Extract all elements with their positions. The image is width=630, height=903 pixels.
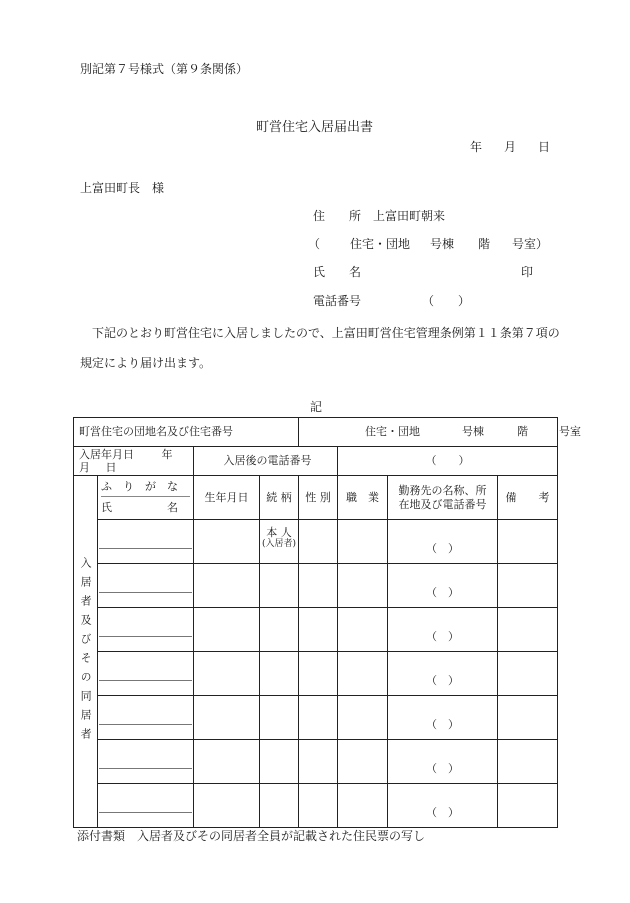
housing-value-cell[interactable]: [299, 418, 581, 447]
work-cell[interactable]: [388, 608, 498, 652]
sex-cell[interactable]: [299, 608, 338, 652]
housing-floor: 階: [517, 425, 528, 438]
work-paren: （ ）: [426, 805, 459, 819]
job-cell[interactable]: [338, 784, 388, 828]
phone-after-label-cell: [194, 447, 338, 476]
housing-building: 号棟: [462, 425, 484, 438]
col-job: 職 業: [338, 476, 388, 520]
housing-type: 住宅・団地: [365, 425, 420, 438]
sex-cell[interactable]: [299, 652, 338, 696]
move-in-day: 日: [105, 461, 117, 474]
applicant-unit-room: 号室）: [512, 237, 549, 251]
work-paren: （ ）: [426, 629, 459, 643]
work-paren: （ ）: [426, 585, 459, 599]
table-row: [74, 608, 558, 652]
attachment-note: 添付書類 入居者及びその同居者全員が記載された住民票の写し: [77, 829, 426, 843]
form-title: 町営住宅入居届出書: [256, 120, 374, 135]
self-sub: (入居者): [261, 539, 297, 550]
date-year-label: 年: [470, 140, 483, 154]
work-paren: （ ）: [426, 541, 459, 555]
sex-cell[interactable]: [299, 520, 338, 564]
seal-mark: 印: [521, 265, 534, 279]
applicant-unit-building: 号棟: [430, 237, 455, 251]
body-text-line-1: 下記のとおり町営住宅に入居しましたので、上富田町営住宅管理条例第１１条第７項の: [92, 326, 560, 340]
self-label: 本 人: [266, 526, 292, 539]
remarks-cell[interactable]: [498, 564, 558, 608]
table-row: [74, 740, 558, 784]
sex-cell[interactable]: [299, 784, 338, 828]
work-paren: （ ）: [426, 673, 459, 687]
table-row: [74, 784, 558, 828]
birth-cell[interactable]: [194, 564, 260, 608]
occupants-label-cell: [74, 476, 98, 828]
table-header-row: [74, 476, 558, 520]
relation-cell[interactable]: [260, 564, 299, 608]
move-in-date-cell[interactable]: [74, 447, 194, 476]
addressee: 上富田町長 様: [80, 181, 165, 195]
date-day-label: 日: [538, 140, 551, 154]
col-remarks: 備 考: [498, 476, 558, 520]
birth-cell[interactable]: [194, 608, 260, 652]
work-paren: （ ）: [426, 761, 459, 775]
sex-cell[interactable]: [299, 564, 338, 608]
table-row: [74, 696, 558, 740]
name-cell[interactable]: [98, 564, 194, 608]
col-work: [388, 476, 498, 520]
work-cell[interactable]: [388, 696, 498, 740]
name-cell[interactable]: [98, 740, 194, 784]
move-in-date-label: 入居年月日: [79, 447, 134, 461]
housing-label-cell: [74, 418, 299, 447]
name-cell[interactable]: [98, 696, 194, 740]
job-cell[interactable]: [338, 652, 388, 696]
table-row: [74, 520, 558, 564]
name-cell[interactable]: [98, 520, 194, 564]
note-heading: 記: [310, 400, 323, 414]
col-relation: 続 柄: [260, 476, 299, 520]
col-furigana-name: [98, 476, 194, 520]
name-cell[interactable]: [98, 652, 194, 696]
applicant-unit-open: （: [308, 237, 321, 251]
applicant-address-label: 住 所: [313, 209, 362, 223]
relation-cell[interactable]: [260, 652, 299, 696]
applicant-phone-label: 電話番号: [313, 294, 362, 308]
table-row: [74, 564, 558, 608]
phone-after-value-cell[interactable]: [338, 447, 558, 476]
birth-cell[interactable]: [194, 652, 260, 696]
birth-cell[interactable]: [194, 696, 260, 740]
housing-label: 町営住宅の団地名及び住宅番号: [79, 425, 233, 439]
sex-cell[interactable]: [299, 740, 338, 784]
col-work-line-2: 在地及び電話番号: [398, 497, 487, 511]
birth-cell[interactable]: [194, 740, 260, 784]
remarks-cell[interactable]: [498, 520, 558, 564]
work-paren: （ ）: [426, 717, 459, 731]
name-cell[interactable]: [98, 608, 194, 652]
applicant-address-value: 上富田町朝来: [373, 209, 446, 223]
table-row-move-in: [74, 447, 558, 476]
relation-cell[interactable]: [260, 784, 299, 828]
name-cell[interactable]: [98, 784, 194, 828]
form-number: 別記第７号様式（第９条関係）: [80, 62, 249, 76]
relation-cell[interactable]: [260, 608, 299, 652]
occupants-label: 入居者及びその同居者: [79, 556, 93, 747]
date-month-label: 月: [504, 140, 517, 154]
col-birth: 生年月日: [194, 476, 260, 520]
applicant-name-label: 氏 名: [313, 265, 362, 279]
relation-cell-self: [260, 520, 299, 564]
col-work-line-1: 勤務先の名称、所: [398, 484, 487, 498]
relation-cell[interactable]: [260, 740, 299, 784]
body-text-line-2: 規定により届け出ます。: [80, 356, 212, 370]
relation-cell[interactable]: [260, 696, 299, 740]
job-cell[interactable]: [338, 740, 388, 784]
job-cell[interactable]: [338, 696, 388, 740]
birth-cell[interactable]: [194, 784, 260, 828]
applicant-unit-type: 住宅・団地: [350, 237, 411, 251]
move-in-year: 年: [161, 447, 173, 461]
remarks-cell[interactable]: [498, 608, 558, 652]
col-name: 氏 名: [101, 500, 178, 514]
move-in-month: 月: [79, 461, 90, 474]
work-cell[interactable]: [388, 520, 498, 564]
phone-after-label: 入居後の電話番号: [223, 454, 312, 468]
date-line: [470, 141, 550, 153]
table-row: [74, 652, 558, 696]
applicant-phone-paren: （ ）: [422, 294, 471, 308]
remarks-cell[interactable]: [498, 652, 558, 696]
phone-after-paren: （ ）: [425, 454, 470, 468]
job-cell[interactable]: [338, 520, 388, 564]
work-cell[interactable]: [388, 652, 498, 696]
job-cell[interactable]: [338, 608, 388, 652]
housing-room: 号室: [559, 425, 581, 438]
col-furigana: ふ り が な: [101, 477, 190, 497]
remarks-cell[interactable]: [498, 784, 558, 828]
applicant-unit-floor: 階: [478, 237, 491, 251]
occupancy-table: [73, 417, 581, 828]
table-row-housing: [74, 418, 558, 447]
work-cell[interactable]: [388, 784, 498, 828]
job-cell[interactable]: [338, 564, 388, 608]
work-cell[interactable]: [388, 740, 498, 784]
sex-cell[interactable]: [299, 696, 338, 740]
remarks-cell[interactable]: [498, 740, 558, 784]
work-cell[interactable]: [388, 564, 498, 608]
col-sex: 性 別: [299, 476, 338, 520]
birth-cell[interactable]: [194, 520, 260, 564]
remarks-cell[interactable]: [498, 696, 558, 740]
